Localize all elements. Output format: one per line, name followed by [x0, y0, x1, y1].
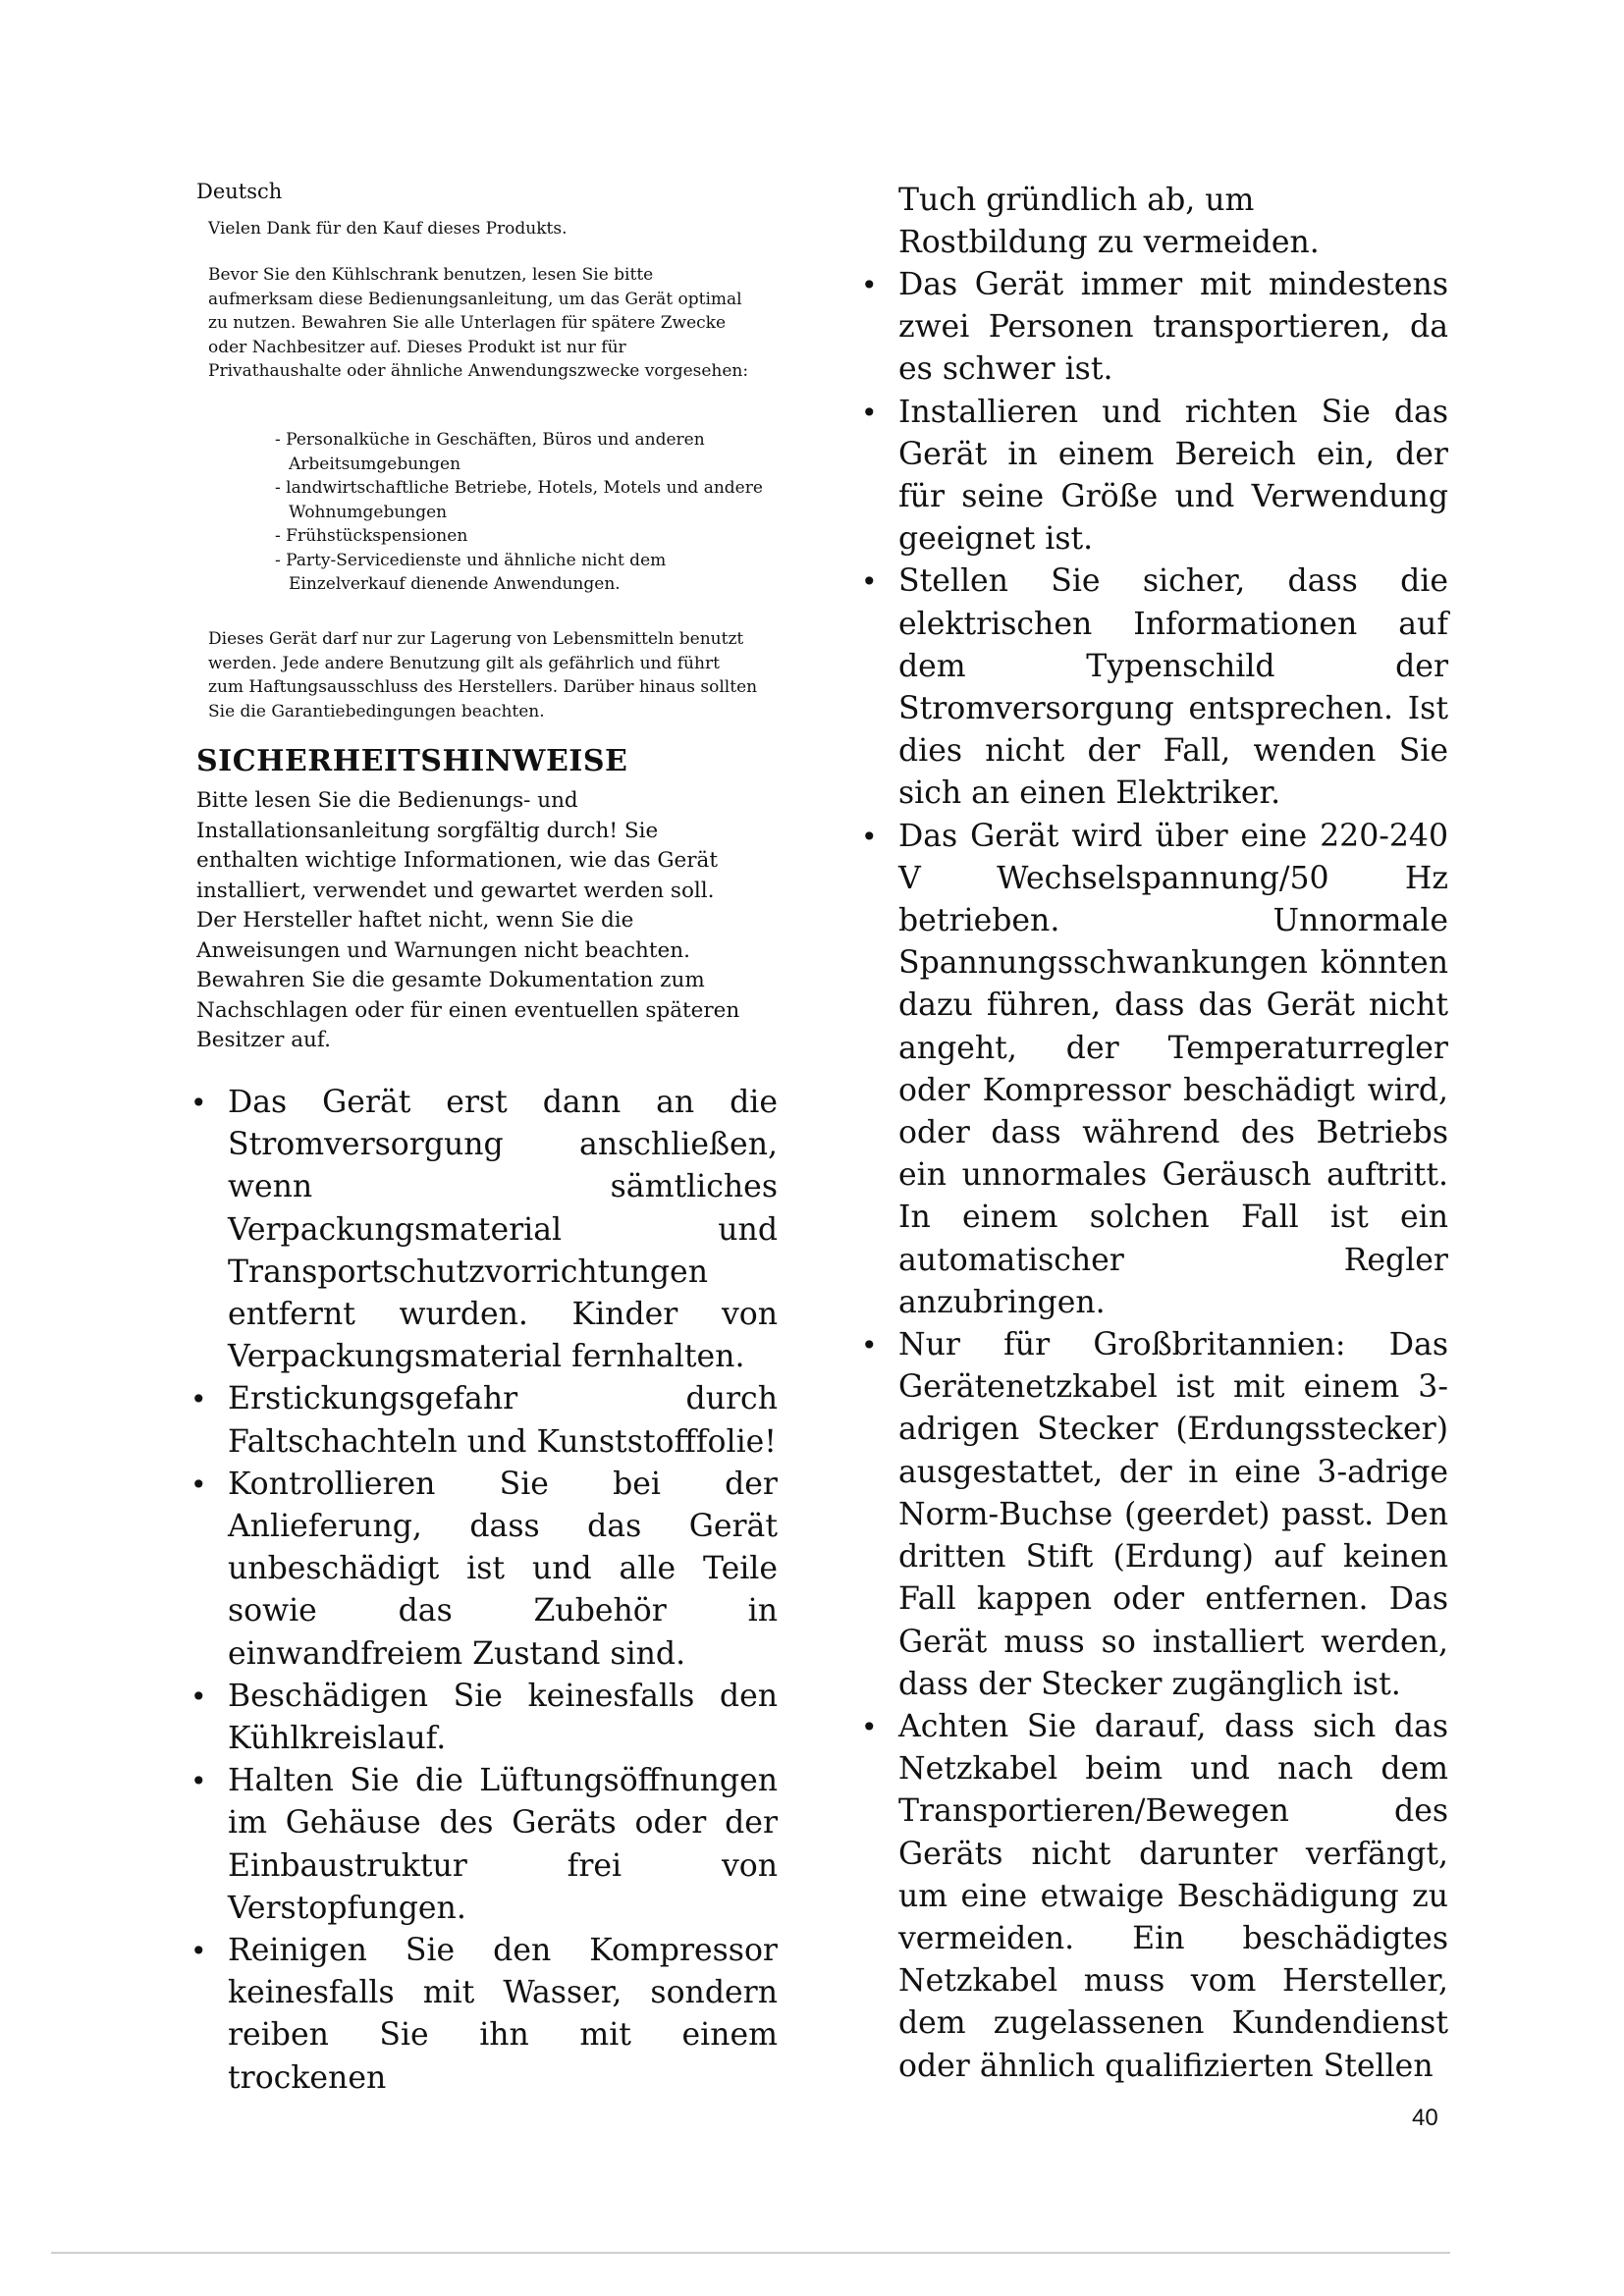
- safety-bullet: [190, 1082, 778, 1378]
- bullet-text: Das Gerät immer mit mindestens zwei Personen transportieren, da es schwer ist.: [898, 267, 1448, 388]
- bullet-text: Achten Sie darauf, dass sich das Netzkabel beim und nach dem Transportieren/Bewegen des Geräts nicht darunter verfängt, um eine etwaige Beschädigung zu vermeiden. Ein beschädigtes Netzkabel muss vom Hersteller, dem zugelassenen Kundendienst oder ähnlich qualifizierten Stellen: [898, 1708, 1448, 2084]
- use-case-item: - Personalküche in Geschäften, Büros und anderen Arbeitsumgebungen: [275, 430, 705, 474]
- bullet-icon: •: [861, 269, 878, 301]
- safety-bullet: [190, 1930, 778, 2100]
- bullet-text: Das Gerät erst dann an die Stromversorgung anschließen, wenn sämtliches Verpackungsmaterial und Transportschutzvorrichtungen entfernt wurden. Kinder von Verpackungsmaterial fernhalten.: [228, 1085, 778, 1375]
- bullet-icon: •: [190, 1087, 207, 1119]
- bullet-icon: •: [861, 1329, 878, 1362]
- continued-bullet-text: Tuch gründlich ab, um Rostbildung zu vermeiden.: [898, 183, 1320, 261]
- bullet-icon: •: [190, 1765, 207, 1798]
- bullet-icon: •: [190, 1383, 207, 1416]
- bullet-text: Stellen Sie sicher, dass die elektrischen Informationen auf dem Typenschild der Stromversorgung entsprechen. Ist dies nicht der Fall, wenden Sie sich an einen Elektriker.: [898, 563, 1448, 812]
- bullet-text: Beschädigen Sie keinesfalls den Kühlkreislauf.: [228, 1678, 778, 1757]
- safety-bullet: [861, 561, 1448, 815]
- safety-bullet: [861, 816, 1448, 1324]
- bullet-icon: •: [190, 1680, 207, 1713]
- footer-divider: [51, 2252, 1450, 2254]
- bullet-text: Nur für Großbritannien: Das Gerätenetzkabel ist mit einem 3-adrigen Stecker (Erdungsstecker) ausgestattet, der in eine 3-adrige Norm-Buchse (geerdet) passt. Den dritten Stift (Erdung) auf keinen Fall kappen oder entfernen. Das Gerät muss so installiert werden, dass der Stecker zugänglich ist.: [898, 1327, 1448, 1702]
- bullet-text: Kontrollieren Sie bei der Anlieferung, dass das Gerät unbeschädigt ist und alle Teile sowie das Zubehör in einwandfreiem Zustand sind.: [228, 1466, 778, 1672]
- bullet-text: Erstickungsgefahr durch Faltschachteln und Kunststofffolie!: [228, 1381, 778, 1460]
- bullet-icon: •: [861, 1710, 878, 1743]
- safety-intro-paragraph: Bitte lesen Sie die Bedienungs- und Installationsanleitung sorgfältig durch! Sie enthalten wichtige Informationen, wie das Gerät installiert, verwendet und gewartet werden soll. Der Hersteller haftet nicht, wenn Sie die Anweisungen und Warnungen nicht beachten. Bewahren Sie die gesamte Dokumentation zum Nachschlagen oder für einen eventuellen späteren Besitzer auf.: [196, 788, 740, 1052]
- bullet-icon: •: [190, 1935, 207, 1968]
- left-safety-bullets: [190, 1082, 778, 2100]
- use-case-item: - Frühstückspensionen: [275, 526, 468, 546]
- safety-bullet: [861, 264, 1448, 392]
- safety-bullet: [861, 1706, 1448, 2088]
- use-case-item: - landwirtschaftliche Betriebe, Hotels, Motels und andere Wohnumgebungen: [275, 478, 763, 522]
- safety-heading: SICHERHEITSHINWEISE: [196, 744, 628, 778]
- bullet-icon: •: [861, 820, 878, 853]
- safety-bullet: [190, 1676, 778, 1760]
- use-case-item: - Party-Servicedienste und ähnliche nicht dem Einzelverkauf dienende Anwendungen.: [275, 550, 667, 594]
- bullet-icon: •: [861, 565, 878, 599]
- safety-bullet: [861, 1324, 1448, 1706]
- page-number: 40: [1412, 2105, 1438, 2131]
- bullet-text: Halten Sie die Lüftungsöffnungen im Gehäuse des Geräts oder der Einbaustruktur frei von Verstopfungen.: [228, 1763, 778, 1926]
- right-safety-bullets: [861, 264, 1448, 2088]
- safety-bullet: [190, 1760, 778, 1930]
- language-label: Deutsch: [196, 180, 283, 203]
- usage-warning-paragraph: Dieses Gerät darf nur zur Lagerung von Lebensmitteln benutzt werden. Jede andere Benutzung gilt als gefährlich und führt zum Haftungsausschluss des Herstellers. Darüber hinaus sollten Sie die Garantiebedingungen beachten.: [208, 629, 758, 721]
- thanks-text: Vielen Dank für den Kauf dieses Produkts.: [208, 219, 568, 239]
- intro-paragraph: Bevor Sie den Kühlschrank benutzen, lesen Sie bitte aufmerksam diese Bedienungsanleitung, um das Gerät optimal zu nutzen. Bewahren Sie alle Unterlagen für spätere Zwecke oder Nachbesitzer auf. Dieses Produkt ist nur für Privathaushalte oder ähnliche Anwendungszwecke vorgesehen:: [208, 265, 749, 381]
- safety-bullet: [861, 392, 1448, 561]
- bullet-text: Das Gerät wird über eine 220-240 V Wechselspannung/50 Hz betrieben. Unnormale Spannungsschwankungen könnten dazu führen, dass das Gerät nicht angeht, der Temperaturregler oder Kompressor beschädigt wird, oder dass während des Betriebs ein unnormales Geräusch auftritt. In einem solchen Fall ist ein automatischer Regler anzubringen.: [898, 818, 1448, 1320]
- bullet-text: Installieren und richten Sie das Gerät in einem Bereich ein, der für seine Größe und Verwendung geeignet ist.: [898, 394, 1448, 558]
- bullet-icon: •: [861, 396, 878, 429]
- safety-bullet: [190, 1464, 778, 1676]
- safety-bullet: [190, 1378, 778, 1463]
- bullet-icon: •: [190, 1468, 207, 1501]
- use-cases-list: [275, 428, 766, 597]
- bullet-text: Reinigen Sie den Kompressor keinesfalls mit Wasser, sondern reiben Sie ihn mit einem trockenen: [228, 1933, 778, 2096]
